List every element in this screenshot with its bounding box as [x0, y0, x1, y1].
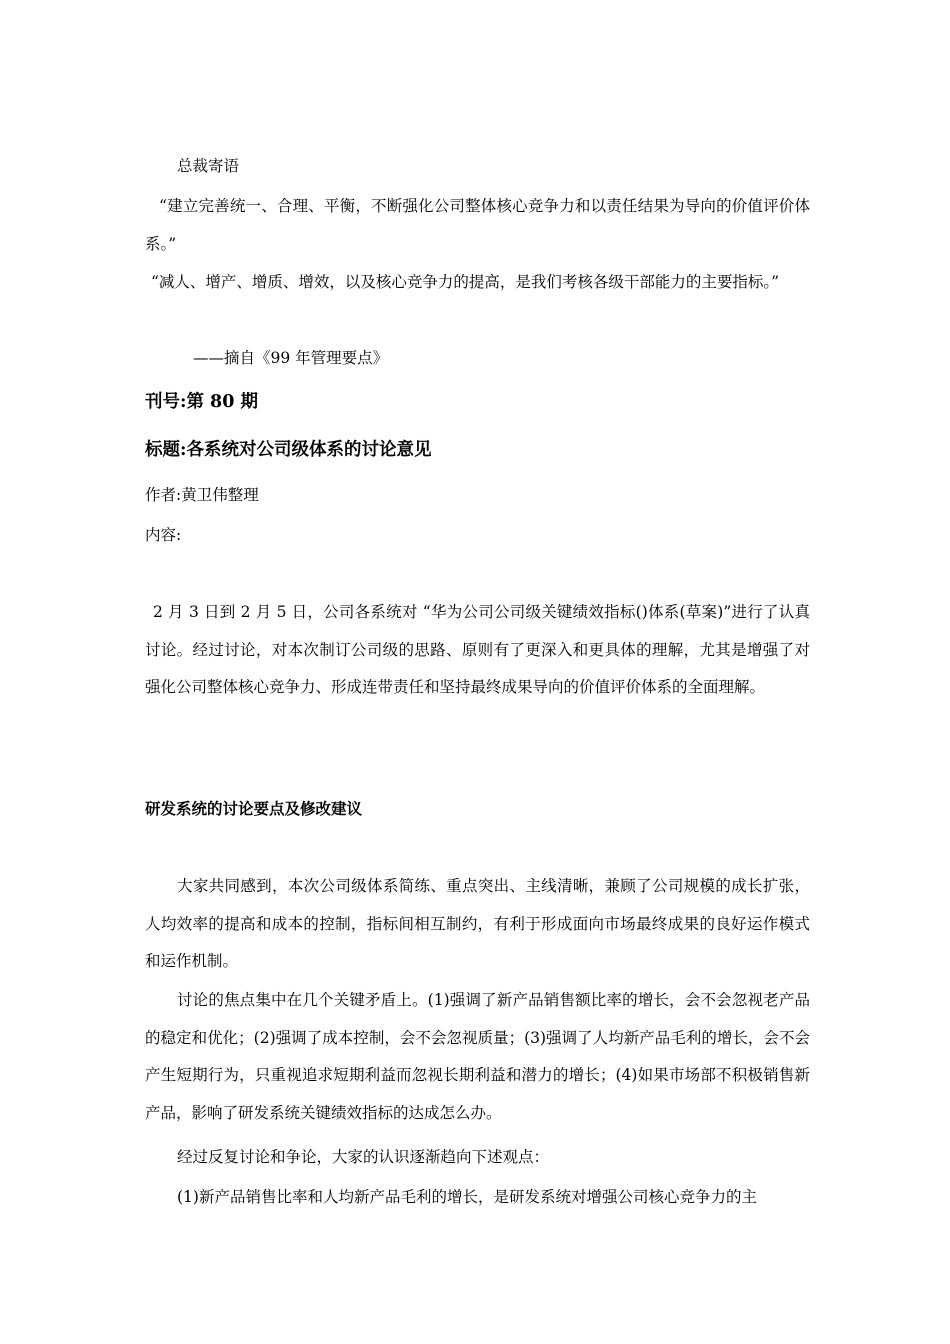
paragraph-3: 经过反复讨论和争论，大家的认识逐渐趋向下述观点： [177, 1148, 550, 1166]
quote-2: “减人、增产、增质、增效，以及核心竞争力的提高，是我们考核各级干部能力的主要指标。” [151, 273, 780, 291]
section-heading: 研发系统的讨论要点及修改建议 [145, 799, 363, 818]
president-words-heading: 总裁寄语 [177, 157, 240, 175]
article-title: 标题:各系统对公司级体系的讨论意见 [145, 440, 432, 460]
paragraph-4: (1)新产品销售比率和人均新产品毛利的增长，是研发系统对增强公司核心竞争力的主 [177, 1188, 757, 1206]
article-author: 作者:黄卫伟整理 [145, 486, 259, 504]
paragraph-2: 讨论的焦点集中在几个关键矛盾上。(1)强调了新产品销售额比率的增长，会不会忽视老产品的稳定和优化；(2)强调了成本控制，会不会忽视质量；(3)强调了人均新产品毛利的增长，会不会产生短期行为，只重视追求短期利益而忽视长期利益和潜力的增长；(4)如果市场部不积极销售新产品，影响了研发系统关键绩效指标的达成怎么办。 [145, 991, 810, 1122]
paragraph-1: 大家共同感到，本次公司级体系简练、重点突出、主线清晰，兼顾了公司规模的成长扩张，人均效率的提高和成本的控制，指标间相互制约，有利于形成面向市场最终成果的良好运作模式和运作机制。 [145, 877, 810, 970]
quote-source: ——摘自《99 年管理要点》 [193, 349, 389, 367]
content-label: 内容: [145, 526, 182, 544]
issue-number: 刊号:第 80 期 [145, 392, 258, 412]
quote-1: “建立完善统一、合理、平衡，不断强化公司整体核心竞争力和以责任结果为导向的价值评价体系。” [145, 197, 810, 253]
intro-paragraph: 2 月 3 日到 2 月 5 日，公司各系统对 “华为公司公司级关键绩效指标()体系(草案)”进行了认真讨论。经过讨论，对本次制订公司级的思路、原则有了更深入和更具体的理解，尤其是增强了对强化公司整体核心竞争力、形成连带责任和坚持最终成果导向的价值评价体系的全面理解。 [145, 603, 810, 696]
